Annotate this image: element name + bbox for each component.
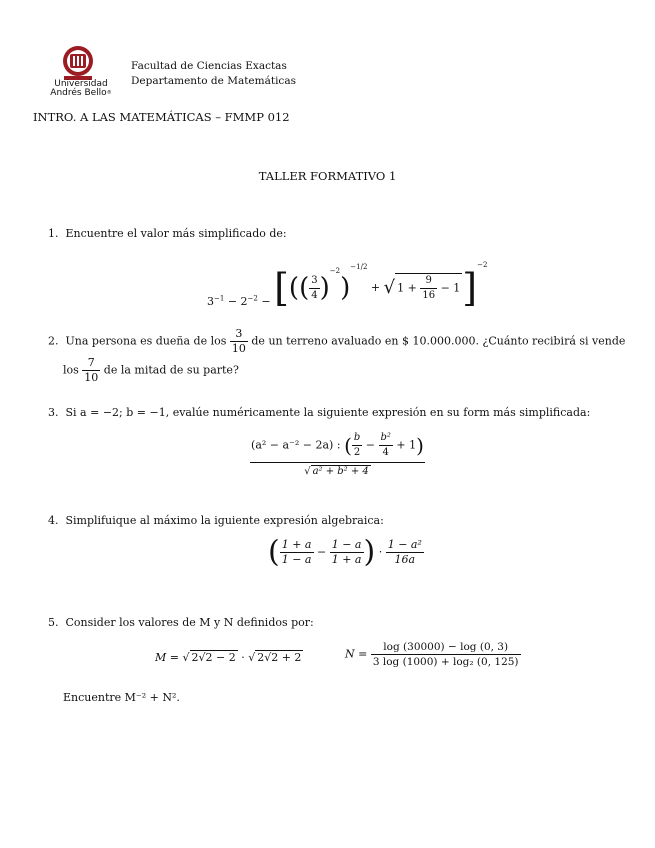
problem-3-formula: (a² − a⁻² − 2a) : ( $\frac{b}{2}$ − $\frac{\text{b²}}{4}$ + 1) √ a² + b² + 4 [251,432,424,477]
problem-5-N-definition: N = $\frac{\log (30000) - \log (0, 3)}{\text{3 log (1000) + log₂ (0, 125)}}$ [345,641,519,668]
problem-1-formula: $3^{-1} - 2^{-2}$ − [(( $\frac{3}{4}$ )$^{-2}$)$^{-1/2}$ + √ 1 + $\frac{9}{16}$ − 1]$^{-2}$ [207,261,488,310]
problem-2-continuation: los $\frac{7}{10}$ de la mitad de su parte? [63,356,239,384]
course-title: INTRO. A LAS MATEMÁTICAS – FMMP 012 [33,110,290,124]
page-title: TALLER FORMATIVO 1 [258,169,397,183]
logo-line-2: Andrés Bello® [50,88,112,98]
problem-4-formula: ( $\frac{1 + a}{1 - a}$ − $\frac{1 - a}{1 + a}$ ) · $\frac{\text{1 − a²}}{16a}$ [268,534,422,570]
problem-5-M-definition: M = √ 2√2 − 2 · √ 2√2 + 2 [155,651,302,664]
problem-2-statement: 2. Una persona es dueña de los $\frac{3}{10}$ de un terreno avaluado en $ 10.000.000. ¿Cuánto recibirá si vende [48,327,626,355]
problem-1-statement: 1. Encuentre el valor más simplificado de: [48,227,287,240]
problem-5-question: Encuentre M⁻² + N². [63,691,180,704]
logo-line-1: Universidad [54,79,108,89]
problem-4-statement: 4. Simplifuique al máximo la iguiente expresión algebraica: [48,514,384,527]
university-logo [56,43,100,83]
faculty-name: Facultad de Ciencias Exactas [131,60,287,72]
logo-text [46,80,116,98]
problem-3-statement: 3. Si a = −2; b = −1, evalúe numéricamente la siguiente expresión en su form más simplificada: [48,406,591,419]
problem-5-statement: 5. Consider los valores de M y N definidos por: [48,616,314,629]
department-name: Departamento de Matemáticas [131,75,296,87]
